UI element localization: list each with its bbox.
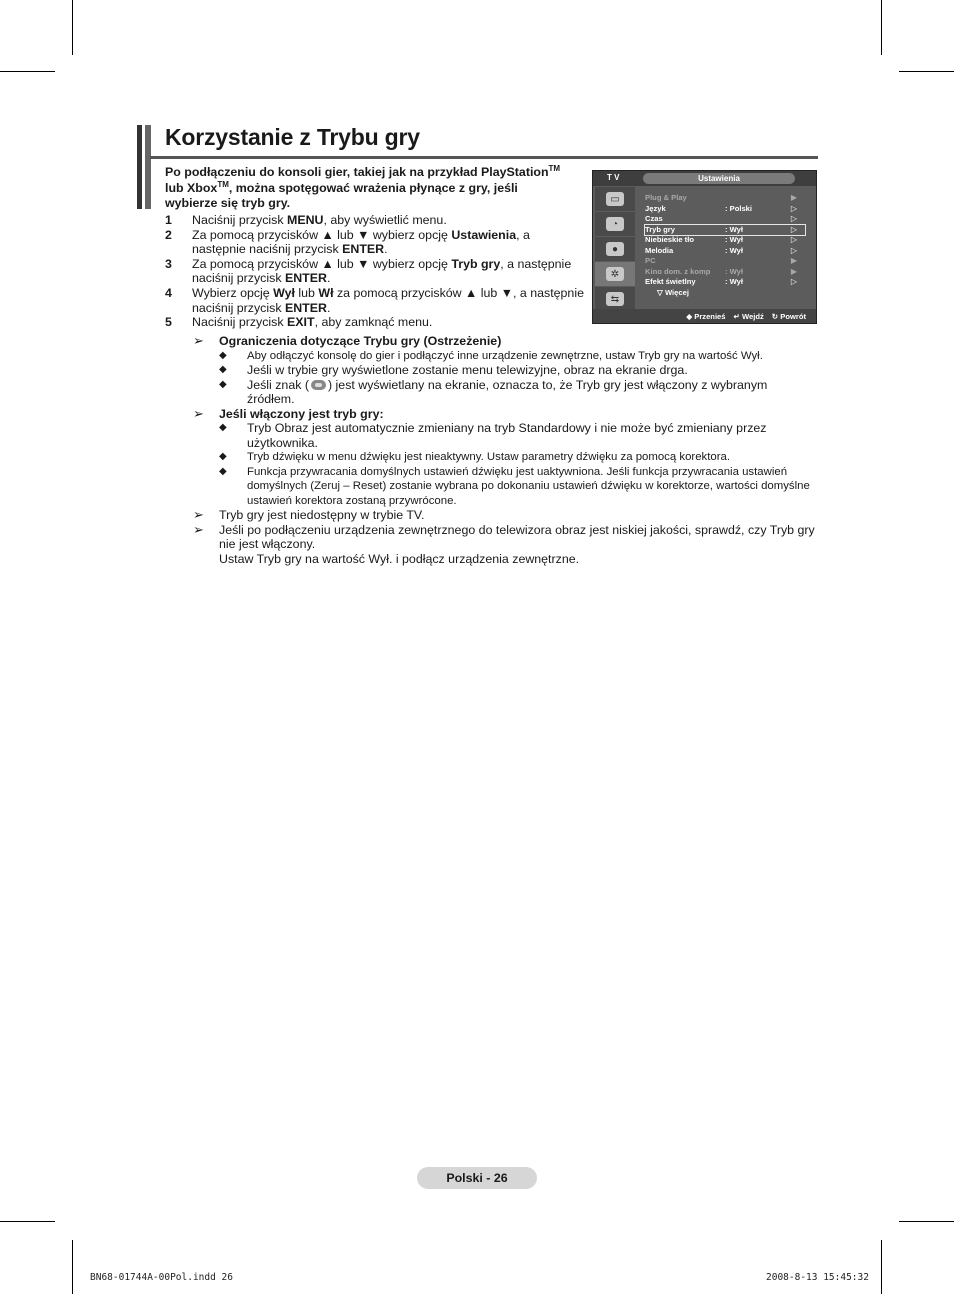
tv-tab-channel [595,237,635,261]
crop-mark [0,1221,55,1222]
tv-menu-title: Ustawienia [643,173,795,184]
note-text: Ustaw Tryb gry na wartość Wył. i podłącz urządzenia zewnętrzne. [219,551,580,566]
bullet-item [219,349,818,364]
step-text: Wybierz opcję Wył lub Wł za pomocą przycisków ▲ lub ▼, a następnie naciśnij przycisk ENTER. [192,285,584,315]
page-number: Polski - 26 [417,1167,537,1189]
tv-tab-input [595,287,635,311]
tv-menu-row: PC ▶ [645,256,797,265]
tv-menu-header [593,171,816,186]
note-item [193,334,818,407]
tv-nav-enter: ↵ Wejdź [733,311,764,321]
steps-list [165,213,585,330]
crop-mark [881,1240,882,1294]
intro-text: wybierze się tryb gry. [165,196,291,210]
title-rule [150,156,818,159]
bullet-item [219,450,818,465]
diamond-bullet-icon: ◆ [219,465,227,477]
step-number: 3 [165,256,172,271]
title-accent-bar [145,125,151,209]
sound-icon: ◔ [606,217,624,231]
bullet-text: Funkcja przywracania domyślnych ustawień dźwięku jest uaktywniona. Jeśli funkcja przywracania ustawień domyślnych (Zeruj – Reset) zostanie wybrana po dokonaniu ustawień dźwięku w korektorze, wartości domyślne ustawień korektora zostaną przywrócone. [247,465,810,507]
note-heading: Ograniczenia dotyczące Trybu gry (Ostrzeżenie) [219,334,502,348]
trademark: TM [548,163,561,173]
step-number: 2 [165,227,172,242]
step-item [165,228,585,257]
print-slug-file: BN68-01744A-00Pol.indd 26 [90,1272,233,1283]
tv-menu-row-selected: Tryb gry : Wył ▷ [645,225,805,236]
tv-menu-more: ▽ Więcej [657,287,689,297]
crop-mark [72,0,73,55]
note-item [193,523,818,567]
tv-menu-footer [593,309,816,323]
bullet-text: Jeśli znak ( ) jest wyświetlany na ekranie, oznacza to, że Tryb gry jest włączony z wybranym źródłem. [247,377,768,406]
tv-menu-row: Czas ▷ [645,214,797,223]
intro-text: Po podłączeniu do konsoli gier, takiej jak na przykład PlayStation [165,165,549,179]
tv-menu-row: Język : Polski ▷ [645,203,797,213]
tv-tab-picture [595,187,635,211]
step-text: Za pomocą przycisków ▲ lub ▼ wybierz opcję Ustawienia, a następnie naciśnij przycisk ENTER. [192,227,530,257]
step-number: 1 [165,213,172,227]
page-title: Korzystanie z Trybu gry [165,124,420,150]
bullet-text: Tryb Obraz jest automatycznie zmieniany na tryb Standardowy i nie może być zmieniany przez użytkownika. [247,421,767,450]
tv-menu-row: Plug & Play ▶ [645,193,797,202]
step-item [165,213,585,228]
intro-text: lub Xbox [165,180,218,195]
crop-mark [899,1221,954,1222]
tv-tab-setup [595,262,635,286]
note-text: Jeśli po podłączeniu urządzenia zewnętrznego do telewizora obraz jest niskiej jakości, sprawdź, czy Tryb gry nie jest włączony. [219,522,815,551]
tv-tab-sound [595,212,635,236]
tv-nav-move: ◆ Przenieś [686,311,726,321]
note-arrow-icon: ➢ [193,405,204,421]
step-item [165,257,585,286]
tv-source-label: T V [607,173,620,182]
bullet-item [219,378,818,407]
bullet-item [219,421,818,450]
crop-mark [881,0,882,55]
bullet-text: Tryb dźwięku w menu dźwięku jest nieaktywny. Ustaw parametry dźwięku za pomocą korektora. [247,451,731,463]
step-text: Naciśnij przycisk EXIT, aby zamknąć menu. [192,315,433,330]
note-arrow-icon: ➢ [193,507,204,522]
note-item [193,508,818,523]
step-number: 5 [165,315,172,330]
print-slug-date: 2008-8-13 15:45:32 [766,1272,869,1283]
crop-mark [72,1240,73,1294]
gear-icon: ✲ [606,267,624,281]
diamond-bullet-icon: ◆ [219,378,227,390]
step-number: 4 [165,285,172,300]
tv-menu-list [645,193,805,298]
intro-text: , można spotęgować wrażenia płynące z gry, jeśli [228,180,518,195]
bullet-item [219,465,818,509]
picture-icon: ▭ [606,192,624,206]
note-text: Tryb gry jest niedostępny w trybie TV. [219,508,425,522]
step-item [165,286,585,315]
channel-icon: ● [606,242,624,256]
bullet-text: Aby odłączyć konsolę do gier i podłączyć inne urządzenie zewnętrzne, ustaw Tryb gry na wartość Wył. [247,349,763,362]
tv-menu-row: Efekt świetlny : Wył ▷ [645,277,797,286]
tv-menu-row: Kino dom. z komp : Wył ▶ [645,266,797,276]
note-item [193,407,818,509]
step-text: Za pomocą przycisków ▲ lub ▼ wybierz opcję Tryb gry, a następnie naciśnij przycisk ENTER. [192,256,572,286]
notes-section [193,334,818,566]
diamond-bullet-icon: ◆ [219,451,227,462]
intro-paragraph [165,165,575,212]
tv-menu-screenshot [592,170,817,324]
gamepad-icon [311,380,326,390]
bullet-item [219,363,818,378]
title-accent-bar [137,125,142,209]
tv-nav-back: ↻ Powrót [771,311,806,321]
step-text: Naciśnij przycisk MENU, aby wyświetlić menu. [192,213,447,227]
note-arrow-icon: ➢ [193,333,204,348]
diamond-bullet-icon: ◆ [219,349,227,361]
diamond-bullet-icon: ◆ [219,422,227,433]
note-arrow-icon: ➢ [193,521,204,537]
step-item [165,315,585,330]
note-heading: Jeśli włączony jest tryb gry: [219,406,384,421]
diamond-bullet-icon: ◆ [219,364,227,375]
tv-menu-row: Niebieskie tło : Wył ▷ [645,235,797,244]
tv-menu-sidebar [595,187,635,311]
input-icon: ⇆ [606,292,624,306]
crop-mark [899,71,954,72]
tv-menu-row: Melodia : Wył ▷ [645,245,797,255]
crop-mark [0,71,55,72]
bullet-text: Jeśli w trybie gry wyświetlone zostanie menu telewizyjne, obraz na ekranie drga. [247,363,688,377]
trademark: TM [217,179,229,189]
